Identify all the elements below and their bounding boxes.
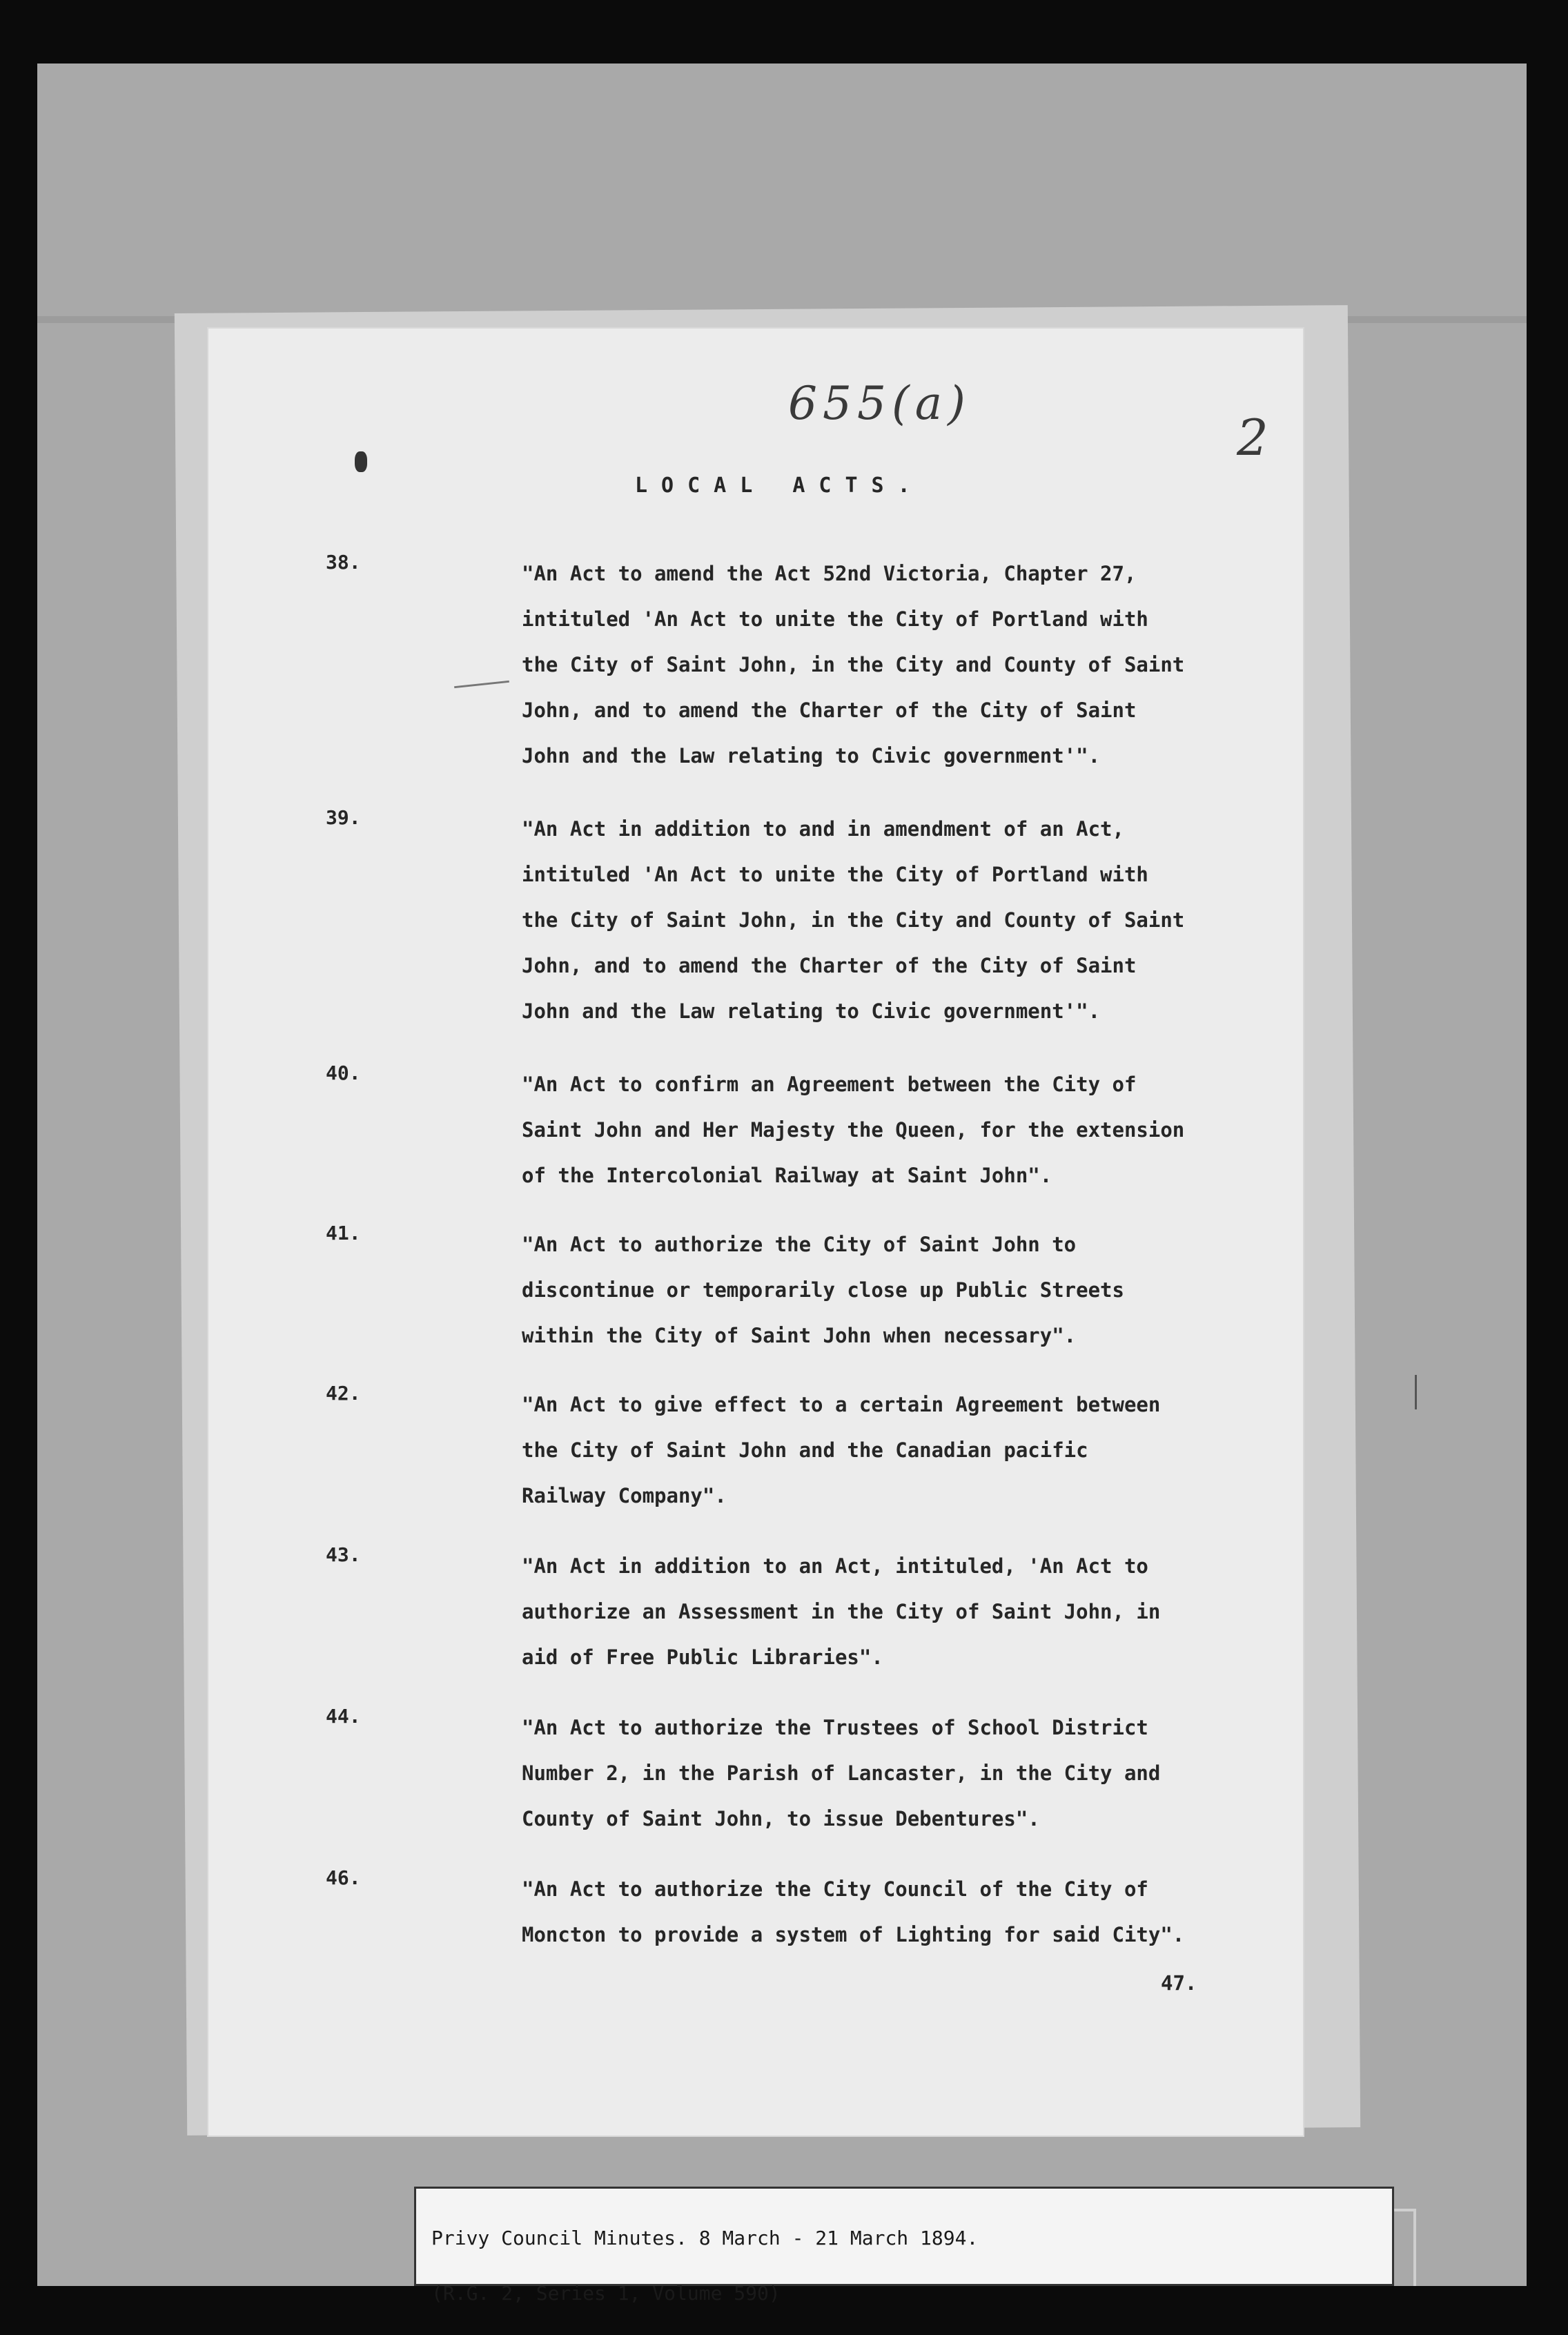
archive-caption	[414, 2187, 1394, 2305]
ink-smudge	[355, 451, 367, 472]
caption-line: (R.G. 2, Series 1, Volume 590)	[431, 2282, 781, 2305]
act-title: "An Act to give effect to a certain Agreement between the City of Saint John and the Canadian pacific Railway Company".	[522, 1393, 1161, 1507]
page-heading: LOCAL ACTS.	[635, 473, 924, 498]
act-title: "An Act in addition to an Act, intituled, 'An Act to authorize an Assessment in the City of Saint John, in aid of Free Public Libraries".	[522, 1554, 1161, 1669]
act-number: 41.	[326, 1222, 361, 1244]
act-title: "An Act to confirm an Agreement between the City of Saint John and Her Majesty the Queen, for the extension of the Intercolonial Railway at Saint John".	[522, 1073, 1185, 1187]
document-page	[208, 329, 1303, 2136]
handwritten-folio-number: 655(a)	[788, 377, 971, 430]
act-number: 40.	[326, 1062, 361, 1084]
continuation-number: 47.	[1161, 1971, 1197, 1995]
act-title: "An Act in addition to and in amendment of an Act, intituled 'An Act to unite the City of Portland with the City of Saint John, in the City and County of Saint John, and to amend the Charter of the City of Saint John and the Law relating to Civic government'".	[522, 817, 1185, 1023]
act-title: "An Act to authorize the City Council of the City of Moncton to provide a system of Lighting for said City".	[522, 1877, 1185, 1946]
act-number: 44.	[326, 1705, 361, 1728]
margin-pencil-mark	[454, 681, 509, 688]
act-number: 42.	[326, 1382, 361, 1405]
act-title: "An Act to authorize the Trustees of School District Number 2, in the Parish of Lancaster, in the City and County of Saint John, to issue Debentures".	[522, 1716, 1161, 1830]
handwritten-page-number: 2	[1237, 409, 1268, 467]
act-title: "An Act to authorize the City of Saint John to discontinue or temporarily close up Public Streets within the City of Saint John when necessary".	[522, 1233, 1124, 1347]
caption-line: Privy Council Minutes. 8 March - 21 March 1894.	[431, 2227, 979, 2249]
act-number: 38.	[326, 551, 361, 574]
act-number: 39.	[326, 806, 361, 829]
act-number: 43.	[326, 1543, 361, 1566]
act-number: 46.	[326, 1866, 361, 1889]
act-title: "An Act to amend the Act 52nd Victoria, Chapter 27, intituled 'An Act to unite the City of Portland with the City of Saint John, in the City and County of Saint John, and to amend the Charter of the City of Saint John and the Law relating to Civic government'".	[522, 562, 1185, 768]
margin-vertical-mark	[1415, 1375, 1417, 1409]
